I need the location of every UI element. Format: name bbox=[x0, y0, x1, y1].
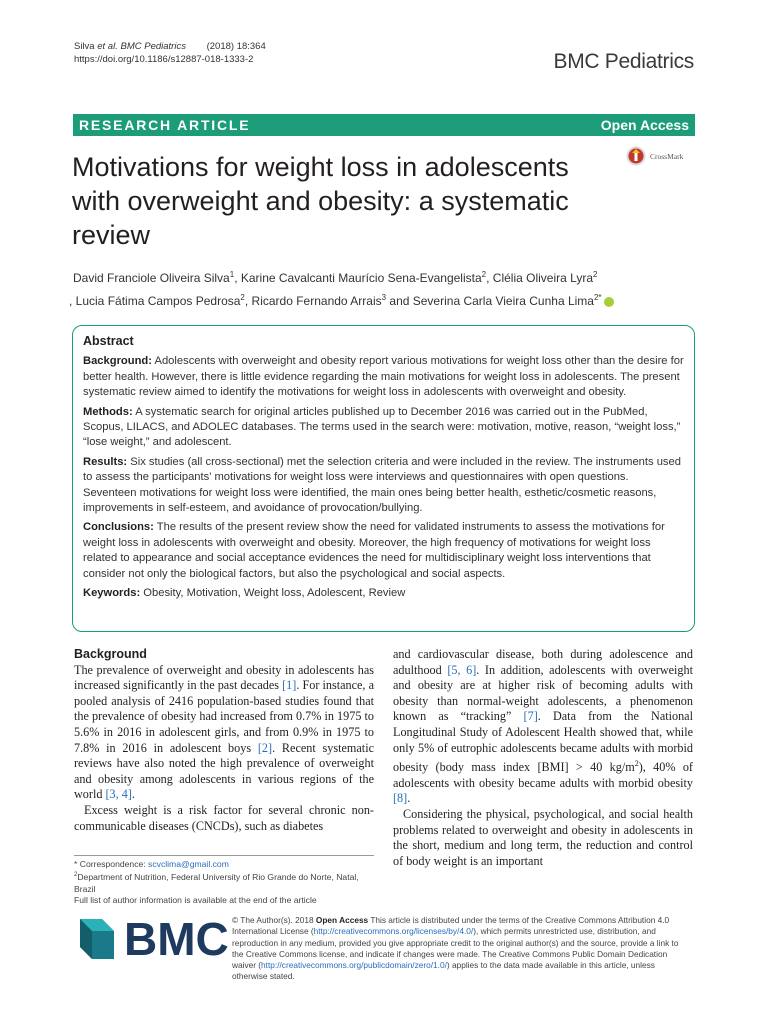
license-link[interactable]: http://creativecommons.org/licenses/by/4.0/ bbox=[313, 926, 474, 937]
bmc-logo-icon bbox=[80, 919, 114, 959]
citation-link[interactable]: [8] bbox=[393, 791, 408, 806]
section-text: A systematic search for original articles published up to December 2016 was carried out in the PubMed, Scopus, LILACS, and ADOLEC databases. The terms used in the search were: motivation, motive, reason, “weight loss,” “lose weight,” and adolescent. bbox=[83, 405, 681, 449]
section-label: Conclusions: bbox=[83, 521, 154, 534]
abstract-conclusions bbox=[83, 520, 684, 582]
citation-journal: BMC Pediatrics bbox=[117, 41, 186, 52]
license-link[interactable]: http://creativecommons.org/publicdomain/zero/1.0/ bbox=[261, 960, 447, 971]
citation-link[interactable]: [2] bbox=[257, 740, 273, 755]
article-title: Motivations for weight loss in adolescents with overweight and obesity: a systematic review bbox=[72, 152, 569, 250]
author-list bbox=[69, 265, 633, 311]
body-column-left bbox=[74, 647, 374, 834]
abstract-background bbox=[83, 354, 684, 400]
license-part: ) applies to the data made available in this article, unless otherwise stated. bbox=[232, 960, 655, 982]
license-part: © The Author(s). 2018 bbox=[232, 915, 316, 925]
section-label: Keywords: bbox=[83, 587, 141, 600]
author-affiliation-mark: 2 bbox=[481, 270, 487, 279]
citation-link[interactable]: [7] bbox=[523, 709, 538, 724]
abstract-box bbox=[72, 325, 695, 632]
article-type-label: RESEARCH ARTICLE bbox=[79, 117, 251, 133]
section-label: Methods: bbox=[83, 405, 133, 418]
abstract-methods bbox=[83, 405, 684, 451]
footnote bbox=[74, 855, 374, 906]
paragraph-text: . bbox=[131, 787, 135, 802]
paragraph-text: . Data from the National Longitudinal Study of Adolescent Health showed that, while only 5% of eutrophic adolescents became adults with morbid obesity (body mass index [BMI] > 40 kg/m bbox=[393, 709, 693, 775]
section-label: Background: bbox=[83, 355, 152, 368]
affiliation-mark: 2 bbox=[74, 872, 78, 879]
section-heading: Background bbox=[74, 647, 147, 661]
author-name: , Karine Cavalcanti Maurício Sena-Evangelista bbox=[234, 271, 482, 285]
license-text bbox=[232, 915, 692, 983]
author-affiliation-mark: 1 bbox=[229, 270, 235, 279]
citation-authors: Silva bbox=[74, 41, 98, 52]
citation-link[interactable]: [1] bbox=[282, 678, 297, 693]
correspondence bbox=[74, 859, 374, 870]
abstract-keywords bbox=[83, 586, 684, 601]
email-link[interactable]: scvclima@gmail.com bbox=[148, 859, 229, 869]
affiliation bbox=[74, 870, 374, 895]
citation-link[interactable]: [3, 4] bbox=[105, 787, 132, 802]
license-open-access: Open Access bbox=[315, 915, 369, 925]
crossmark-icon bbox=[626, 146, 646, 166]
section-text: Adolescents with overweight and obesity report various motivations for weight loss other than the desire for better health. However, there is little evidence regarding the main motivations for weight loss in adolescents. The present systematic review aimed to identify the motivations for weight loss in adolescents with overweight and obesity. bbox=[83, 355, 684, 399]
body-paragraph: Considering the physical, psychological, and social health problems related to overweight and obesity in adolescents in the short, medium and long term, the reduction and control of body weight is an important bbox=[393, 807, 693, 868]
bmc-logo bbox=[80, 912, 229, 966]
citation-year: (2018) 18:364 bbox=[206, 41, 266, 52]
journal-name: BMC Pediatrics bbox=[553, 50, 694, 73]
citation-line bbox=[74, 41, 186, 52]
section-text: The results of the present review show the need for validated instruments to assess the motivations for weight loss in adolescents with overweight and obesity. Moreover, the high frequency of motivations for weight loss related to appearance and social acceptance evidences the need for multidisciplinary weight loss interventions that consider not only the biological factors, but also the psychological and social aspects. bbox=[83, 521, 665, 580]
correspondence-label: * Correspondence: bbox=[74, 859, 149, 869]
paragraph-text: . For instance, a pooled analysis of 2416 population-based studies found that the prevalence of obesity had increased from 0.7% in 1975 to 5.6% in 2016 in adolescent girls, and from 0.9% in 1975 to 7.8% in 2016 in adolescent boys bbox=[74, 678, 374, 755]
author-affiliation-mark: 2* bbox=[593, 293, 602, 302]
paragraph-text: ), 40% of adolescents with obesity became adults with morbid obesity bbox=[393, 760, 693, 790]
citation-header bbox=[74, 40, 284, 66]
article-type-banner bbox=[73, 114, 695, 136]
author-affiliation-mark: 3 bbox=[381, 293, 387, 302]
author-name: and Severina Carla Vieira Cunha Lima bbox=[386, 294, 594, 308]
doi-link[interactable]: https://doi.org/10.1186/s12887-018-1333-2 bbox=[74, 54, 254, 65]
author-name: , Lucia Fátima Campos Pedrosa bbox=[69, 294, 241, 308]
paragraph-text: and cardiovascular disease, both during adolescence and adulthood bbox=[393, 647, 693, 677]
bmc-logo-text: BMC bbox=[124, 913, 229, 965]
affiliation-text: Department of Nutrition, Federal University of Rio Grande do Norte, Natal, Brazil bbox=[74, 872, 359, 894]
citation-link[interactable]: [5, 6] bbox=[447, 662, 477, 677]
paragraph-text: . In addition, adolescents with overweight and obesity are at higher risk of becoming adults with obesity than normal-weight adolescents, a phenomenon known as “tracking” bbox=[393, 662, 694, 724]
citation-etal: et al. bbox=[97, 41, 118, 52]
author-info-note: Full list of author information is available at the end of the article bbox=[74, 895, 317, 906]
author-affiliation-mark: 2 bbox=[240, 293, 245, 302]
orcid-icon[interactable] bbox=[604, 297, 614, 307]
license-part: This article is distributed under the terms of the Creative Commons Attribution 4.0 International License ( bbox=[232, 915, 670, 937]
paragraph-text: . bbox=[407, 791, 411, 806]
section-text: Obesity, Motivation, Weight loss, Adolescent, Review bbox=[140, 587, 406, 600]
paragraph-text: . Recent systematic reviews have also noted the high prevalence of overweight and obesity among adolescents in various regions of the world bbox=[74, 740, 374, 802]
abstract-heading: Abstract bbox=[83, 334, 134, 348]
crossmark-label: CrossMark bbox=[650, 151, 684, 161]
author-name: David Franciole Oliveira Silva bbox=[73, 271, 230, 285]
section-text: Six studies (all cross-sectional) met the selection criteria and were included in the review. The instruments used to assess the participants' motivations for weight loss were interviews and questionnaires with open questions. Seventeen motivations for weight loss were identified, the main ones being better health, esthetic/cosmetic reasons, improvements in self-esteem, and avoidance of provocation/bullying. bbox=[83, 455, 681, 515]
abstract-results bbox=[83, 455, 684, 517]
body-paragraph bbox=[74, 663, 374, 803]
body-paragraph: Excess weight is a risk factor for several chronic non-communicable diseases (CNCDs), such as diabetes bbox=[74, 802, 374, 833]
author-name: , Clélia Oliveira Lyra bbox=[486, 271, 594, 285]
open-access-label: Open Access bbox=[600, 117, 689, 133]
crossmark-badge[interactable] bbox=[626, 146, 683, 166]
section-label: Results: bbox=[83, 455, 128, 468]
author-name: , Ricardo Fernando Arrais bbox=[244, 294, 382, 308]
superscript: 2 bbox=[634, 759, 639, 769]
body-paragraph bbox=[393, 647, 693, 807]
license-part: ), which permits unrestricted use, distribution, and reproduction in any medium, provided you give appropriate credit to the original author(s) and the source, provide a link to the Creative Commons license, and indicate if changes were made. The Creative Commons Public Domain Dedication waiver ( bbox=[232, 926, 679, 971]
paragraph-text: The prevalence of overweight and obesity in adolescents has increased significantly in the past decades bbox=[74, 662, 374, 693]
body-column-right bbox=[393, 647, 693, 869]
author-affiliation-mark: 2 bbox=[593, 270, 598, 279]
